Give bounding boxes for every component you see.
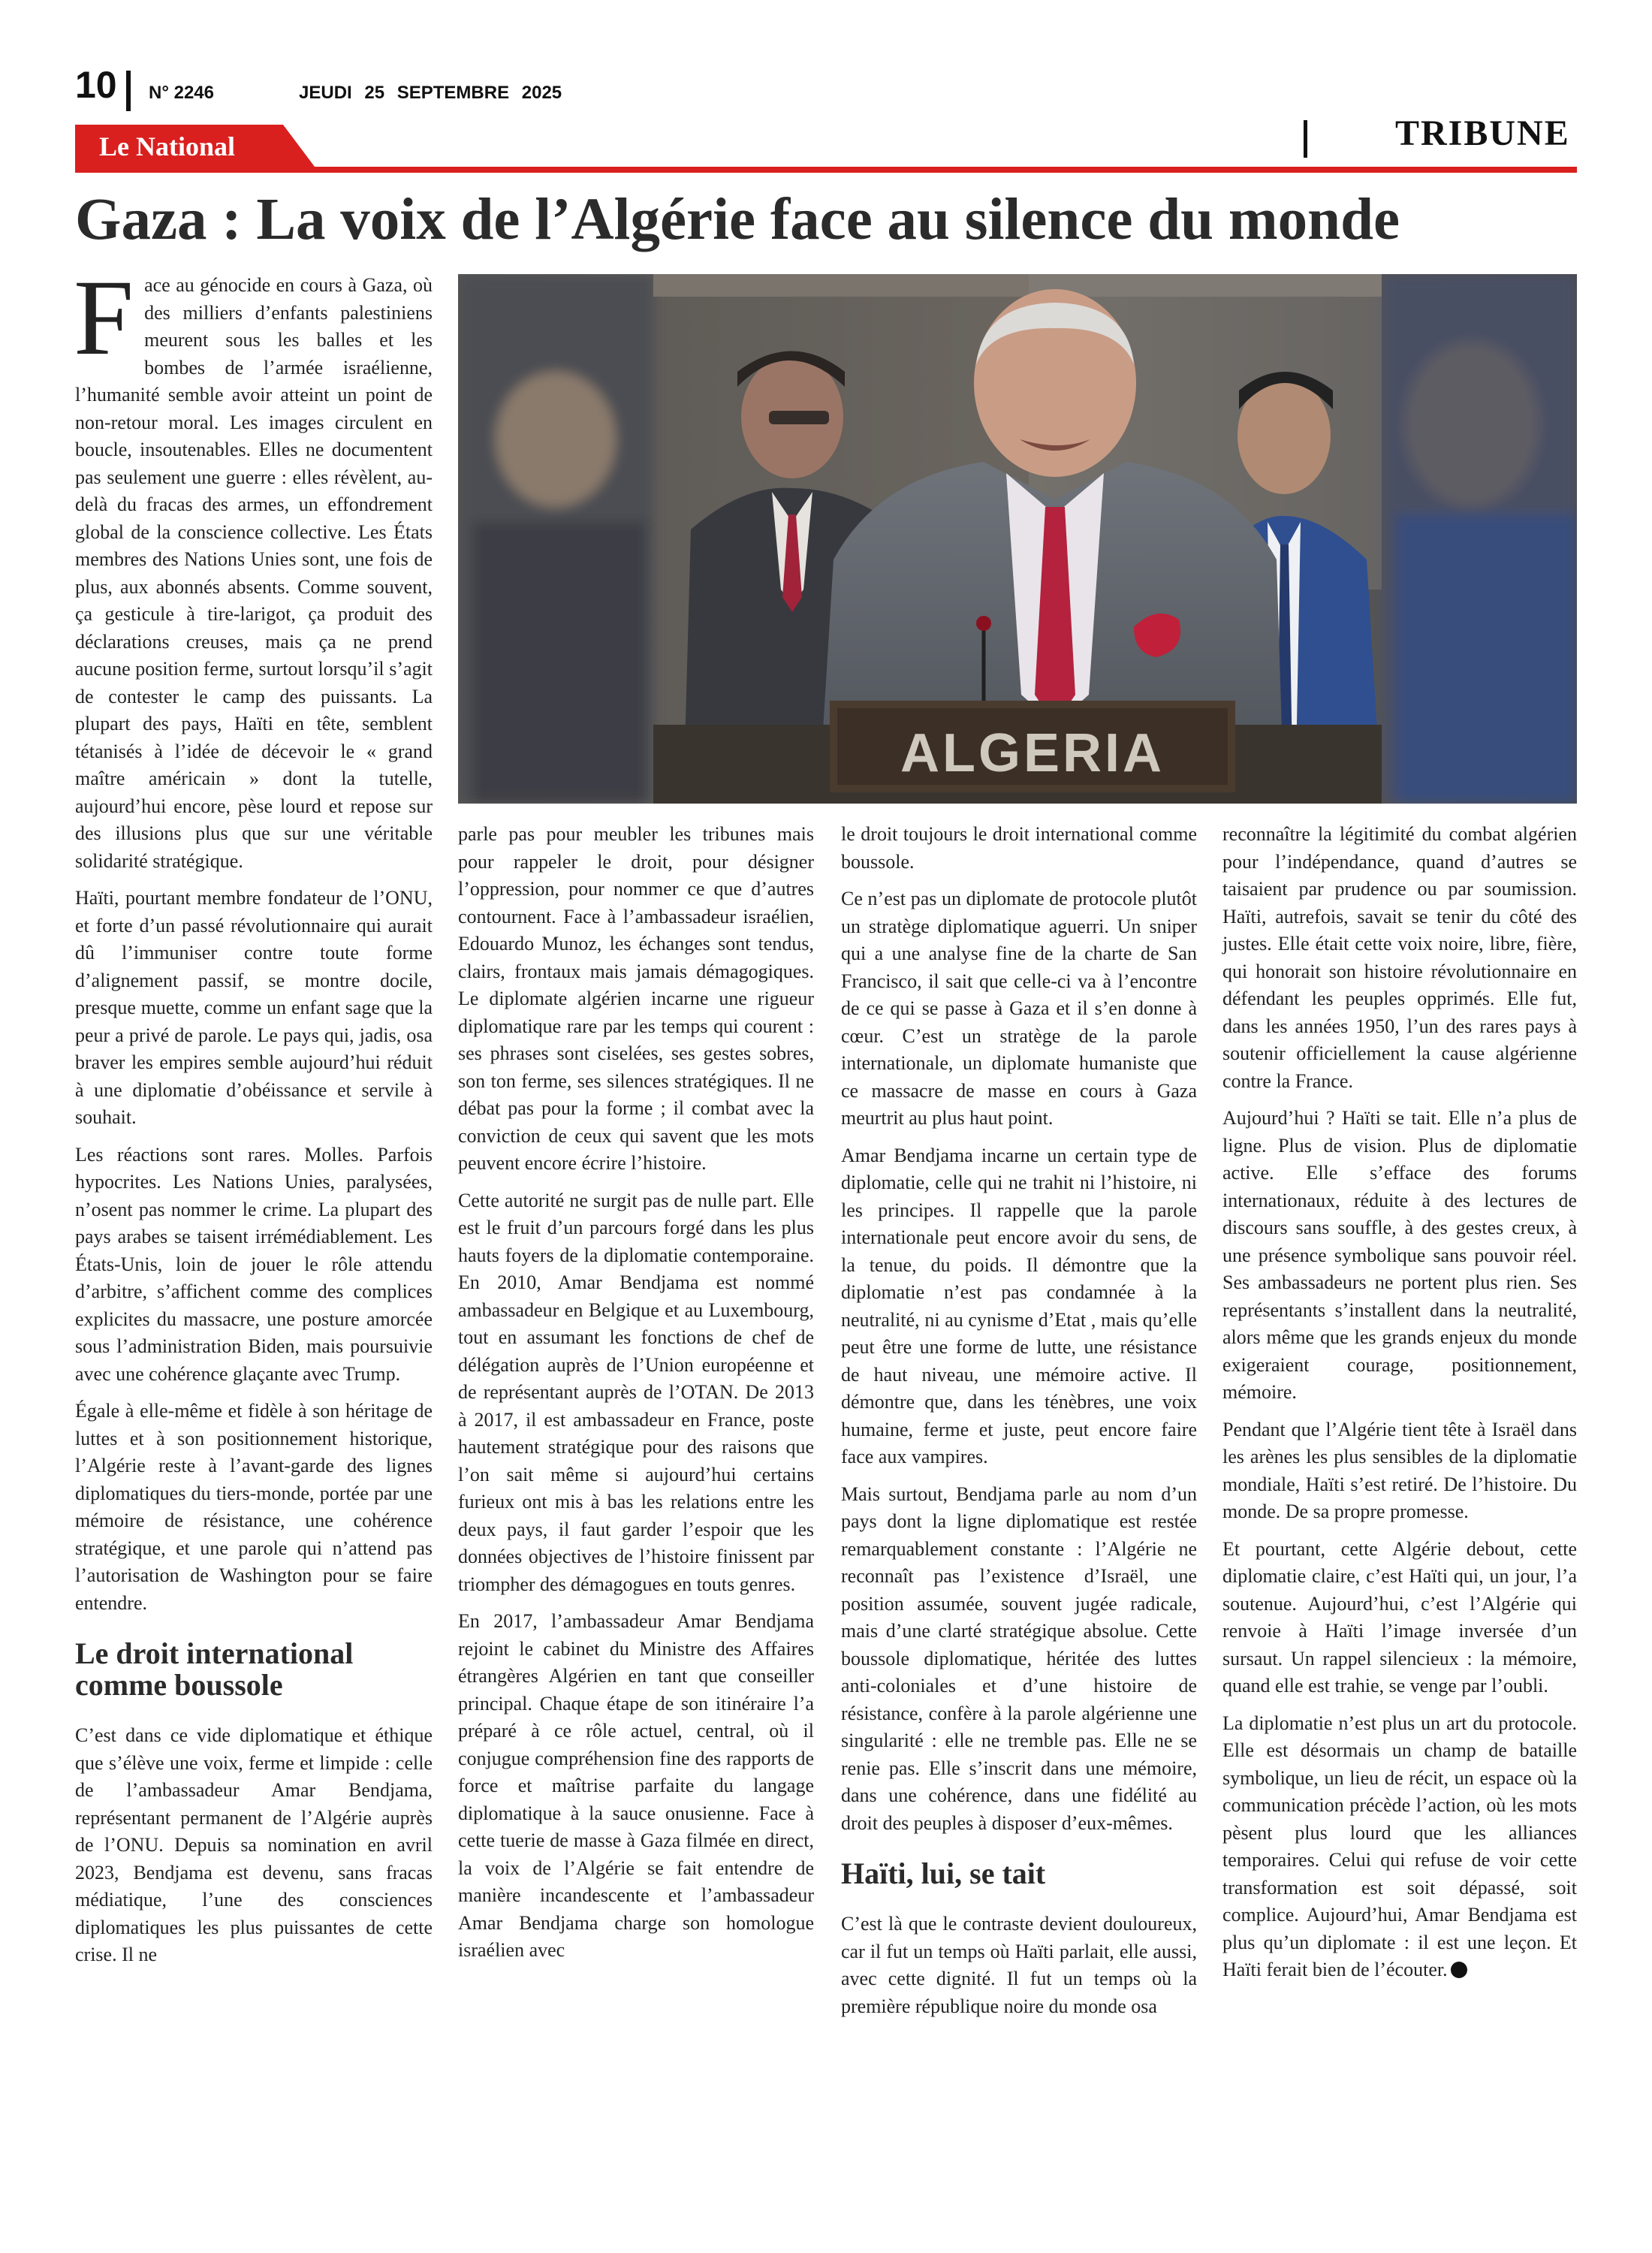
- paragraph: Pendant que l’Algérie tient tête à Israël dans les arènes les plus sensibles de la diplomatie mondiale, Haïti s’est retiré. De l’histoire. Du monde. De sa propre promesse.: [1222, 1418, 1577, 1522]
- paragraph: parle pas pour meubler les tribunes mais pour rappeler le droit, pour désigner l’oppression, pour nommer ce que d’autres contournent. Face à l’ambassadeur israélien, Edouardo Munoz, les échanges sont tendus, clairs, frontaux mais jamais démagogiques. Le diplomate algérien incarne une rigueur diplomatique rare par les temps qui courent : ses phrases sont ciselées, ses gestes sobres, son ton ferme, ses silences stratégiques. Il ne débat pas pour la forme ; il combat avec la conviction de ceux qui savent que les mots peuvent encore écrire l’histoire.: [458, 823, 814, 1174]
- page-number: 10: [75, 64, 117, 106]
- newspaper-name: Le National: [99, 131, 236, 161]
- drop-cap: F: [74, 258, 134, 378]
- paragraph: C’est là que le contraste devient douloureux, car il fut un temps où Haïti parlait, elle aussi, avec cette dignité. Il fut un temps où la première république noire du monde osa: [841, 1913, 1197, 2017]
- paragraph: Haïti, pourtant membre fondateur de l’ONU, et forte d’un passé révolutionnaire qui aurait dû l’immuniser contre toute forme d’alignement passif, se montre docile, presque muette, comme un enfant sage que la peur a privé de parole. Le pays qui, jadis, osa braver les empires semble aujourd’hui réduit à une diplomatie d’obéissance et servile à souhait.: [75, 887, 433, 1128]
- paragraph: C’est dans ce vide diplomatique et éthique que s’élève une voix, ferme et limpide : celle de l’ambassadeur Amar Bendjama, représentant permanent de l’Algérie auprès de l’ONU. Depuis sa nomination en avril 2023, Bendjama est devenu, sans fracas médiatique, l’une des consciences diplomatiques les plus puissantes de cette crise. Il ne: [75, 1724, 433, 1965]
- section-divider: [1304, 120, 1307, 158]
- paragraph: Mais surtout, Bendjama parle au nom d’un pays dont la ligne diplomatique est restée remarquablement constante : l’Algérie ne reconnaît pas l’existence d’Israël, une position assumée, souvent jugée radicale, mais d’une clarté stratégique absolue. Cette boussole diplomatique, héritée des luttes anti-coloniales et d’une histoire de résistance, confère à la parole algérienne une singularité : elle ne tremble pas. Elle ne se renie pas. Elle s’inscrit dans une mémoire, dans une cohérence, dans une fidélité au droit des peuples à disposer d’eux-mêmes.: [841, 1482, 1197, 1834]
- article-column-4: [1222, 821, 1577, 1994]
- paragraph: Les réactions sont rares. Molles. Parfois hypocrites. Les Nations Unies, paralysées, n’osent pas nommer le crime. La plupart des pays arabes se taisent irrémédiablement. Les États-Unis, loin de jouer le rôle attendu d’arbitre, s’affichent comme des complices explicites du massacre, une posture amorcée sous l’administration Biden, mais poursuivie avec une cohérence glaçante avec Trump.: [75, 1143, 433, 1385]
- paragraph: Ce n’est pas un diplomate de protocole plutôt un stratège diplomatique aguerri. Un sniper qui a une analyse fine de la charte de San Francisco, il sait que celle-ci va à l’encontre de ce qui se passe à Gaza et il s’en donne à cœur. C’est un stratège de la parole internationale, un diplomate humaniste que ce massacre de masse en cours à Gaza meurtrit au plus haut point.: [841, 888, 1197, 1129]
- paragraph: reconnaître la légitimité du combat algérien pour l’indépendance, quand d’autres se taisaient par prudence ou par soumission. Haïti, autrefois, savait se tenir du côté des justes. Elle était cette voix noire, libre, fière, qui honorait son histoire révolutionnaire en défendant les peuples opprimés. Elle fut, dans les années 1950, l’un des rares pays à soutenir officiellement la cause algérienne contre la France.: [1222, 823, 1577, 1092]
- article-column-2: [458, 821, 814, 1974]
- un-security-council-photo: [458, 274, 1577, 804]
- country-nameplate: ALGERIA: [900, 723, 1165, 783]
- article-photo: [458, 274, 1577, 804]
- paragraph: En 2017, l’ambassadeur Amar Bendjama rejoint le cabinet du Ministre des Affaires étrangères Algérien en tant que conseiller principal. Chaque étape de son itinéraire l’a préparé à ce rôle actuel, central, où il conjugue compréhension fine des rapports de force et maîtrise parfaite du langage diplomatique à la sauce onusienne. Face à cette tuerie de masse à Gaza filmée en direct, la voix de l’Algérie se fait entendre de manière incandescente et l’ambassadeur Amar Bendjama charge son homologue israélien avec: [458, 1610, 814, 1961]
- paragraph: Aujourd’hui ? Haïti se tait. Elle n’a plus de ligne. Plus de vision. Plus de diplomatie active. Elle s’efface des forums internationaux, réduite à des lectures de discours sans souffle, à des gestes creux, à une présence symbolique sans pouvoir réel. Ses ambassadeurs ne portent plus rien. Ses représentants s’installent dans la neutralité, alors même que les grands enjeux du monde exigeraient courage, positionnement, mémoire.: [1222, 1107, 1577, 1403]
- paragraph: le droit toujours le droit international comme boussole.: [841, 823, 1197, 873]
- article-column-1: [74, 258, 433, 1979]
- subheading: Haïti, lui, se tait: [841, 1856, 1046, 1890]
- publication-date: JEUDI 25 SEPTEMBRE 2025: [299, 83, 562, 103]
- issue-number: N° 2246: [149, 83, 214, 103]
- article-column-3: [841, 821, 1197, 2030]
- article-headline: Gaza : La voix de l’Algérie face au silence du monde: [75, 187, 1400, 252]
- section-label: TRIBUNE: [1395, 113, 1570, 153]
- paragraph: La diplomatie n’est plus un art du protocole. Elle est désormais un champ de bataille symbolique, un lieu de récit, un espace où la communication précède l’action, où les mots pèsent plus lourd que les alliances temporaires. Celui qui refuse de voir cette transformation est soit dépassé, soit complice. Aujourd’hui, Amar Bendjama est plus qu’un diplomate : il est une leçon. Et Haïti ferait bien de l’écouter.: [1222, 1712, 1577, 1980]
- paragraph: Et pourtant, cette Algérie debout, cette diplomatie claire, c’est Haïti qui, un jour, l’a soutenue. Aujourd’hui, c’est l’Algérie qui renvoie à Haïti l’image inversée d’un sursaut. Un rappel silencieux : la mémoire, quand elle est trahie, se venge par l’oubli.: [1222, 1537, 1577, 1697]
- paragraph: ace au génocide en cours à Gaza, où des milliers d’enfants palestiniens meurent sous les balles et les bombes de l’armée israélienne, l’humanité semble avoir atteint un point de non-retour moral. Les images circulent en boucle, insoutenables. Elles ne documentent pas seulement une guerre : elles révèlent, au-delà du fracas des armes, un effondrement global de la conscience collective. Les États membres des Nations Unies sont, une fois de plus, aux abonnés absents. Comme souvent, ça gesticule à tire-larigot, ça produit des déclarations creuses, mais ça ne prend aucune position ferme, surtout lorsqu’il s’agit de contester le camp des puissants. La plupart des pays, Haïti en tête, semblent tétanisés à l’idée de décevoir le « grand maître américain » dont la tutelle, aujourd’hui encore, pèse lourd et repose sur des illusions plus que sur une véritable solidarité stratégique.: [75, 274, 433, 872]
- paragraph: Égale à elle-même et fidèle à son héritage de luttes et à son positionnement historique, l’Algérie reste à l’avant-garde des lignes diplomatiques du tiers-monde, portée par une mémoire de résistance, une cohérence stratégique, et une parole qui n’attend pas l’autorisation de Washington pour se faire entendre.: [75, 1400, 433, 1614]
- page-number-divider: [126, 71, 131, 111]
- subheading: Le droit international comme boussole: [75, 1636, 354, 1702]
- end-of-article-icon: [1451, 1962, 1467, 1978]
- paragraph: Cette autorité ne surgit pas de nulle part. Elle est le fruit d’un parcours forgé dans les plus hauts foyers de la diplomatie contemporaine. En 2010, Amar Bendjama est nommé ambassadeur en Belgique et au Luxembourg, tout en assumant les fonctions de chef de délégation auprès de l’Union européenne et de représentant auprès de l’OTAN. De 2013 à 2017, il est ambassadeur en France, poste hautement stratégique pour des raisons que l’on sait même si aujourd’hui certains furieux ont mis à bas les relations entre les deux pays, il faut garder l’espoir que les données objectives de l’histoire finissent par triompher des démagogues en touts genres.: [458, 1189, 814, 1595]
- paragraph: Amar Bendjama incarne un certain type de diplomatie, celle qui ne trahit ni l’histoire, ni les principes. Il rappelle que la parole internationale peut encore avoir du sens, de la tenue, du poids. Il démontre que la diplomatie n’est pas condamnée à la neutralité, ni au cynisme d’Etat , mais qu’elle peut être une forme de lutte, une résistance de haut niveau, une mémoire active. Il démontre que, dans les ténèbres, une voix humaine, ferme et juste, peut encore faire face aux vampires.: [841, 1144, 1197, 1467]
- header-rule: [75, 167, 1577, 173]
